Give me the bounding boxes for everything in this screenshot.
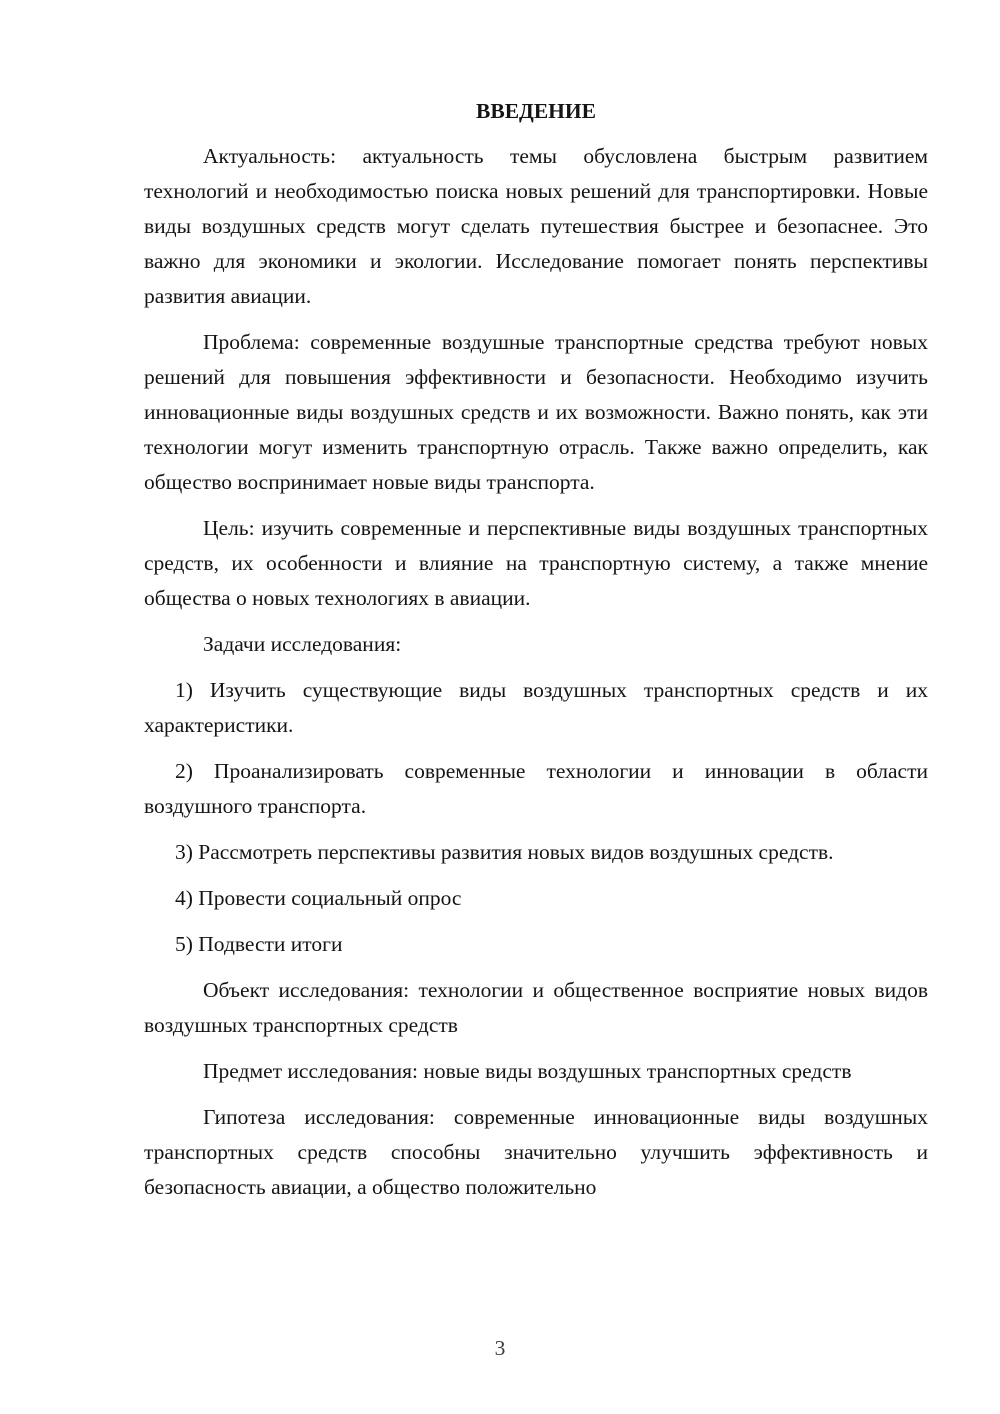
task-item-5: 5) Подвести итоги — [175, 932, 343, 956]
problem-paragraph: Проблема: современные воздушные транспортные средства требуют новых решений для повышения эффективности и безопасности. Необходимо изучить инновационные виды воздушных средств и их возможности. Важно понять, как эти технологии могут изменить транспортную отрасль. Также важно определить, как общество воспринимает новые виды транспорта. — [144, 330, 928, 494]
section-title: ВВЕДЕНИЕ — [476, 99, 596, 123]
hypothesis-paragraph: Гипотеза исследования: современные инновационные виды воздушных транспортных средств способны значительно улучшить эффективность и безопасность авиации, а общество положительно — [144, 1105, 928, 1199]
goal-paragraph: Цель: изучить современные и перспективные виды воздушных транспортных средств, их особенности и влияние на транспортную систему, а также мнение общества о новых технологиях в авиации. — [144, 516, 928, 610]
task-item-3: 3) Рассмотреть перспективы развития новых видов воздушных средств. — [175, 840, 834, 864]
relevance-paragraph: Актуальность: актуальность темы обусловлена быстрым развитием технологий и необходимостью поиска новых решений для транспортировки. Новые виды воздушных средств могут сделать путешествия быстрее и безопаснее. Это важно для экономики и экологии. Исследование помогает понять перспективы развития авиации. — [144, 144, 928, 308]
subject-paragraph: Предмет исследования: новые виды воздушных транспортных средств — [203, 1059, 852, 1083]
page-number: 3 — [494, 1336, 506, 1360]
task-item-1: 1) Изучить существующие виды воздушных транспортных средств и их характеристики. — [144, 678, 928, 737]
task-item-2: 2) Проанализировать современные технологии и инновации в области воздушного транспорта. — [144, 759, 928, 818]
document-page — [144, 96, 928, 1216]
task-item-4: 4) Провести социальный опрос — [175, 886, 462, 910]
object-paragraph: Объект исследования: технологии и общественное восприятие новых видов воздушных транспортных средств — [144, 978, 928, 1037]
tasks-heading: Задачи исследования: — [203, 632, 402, 656]
